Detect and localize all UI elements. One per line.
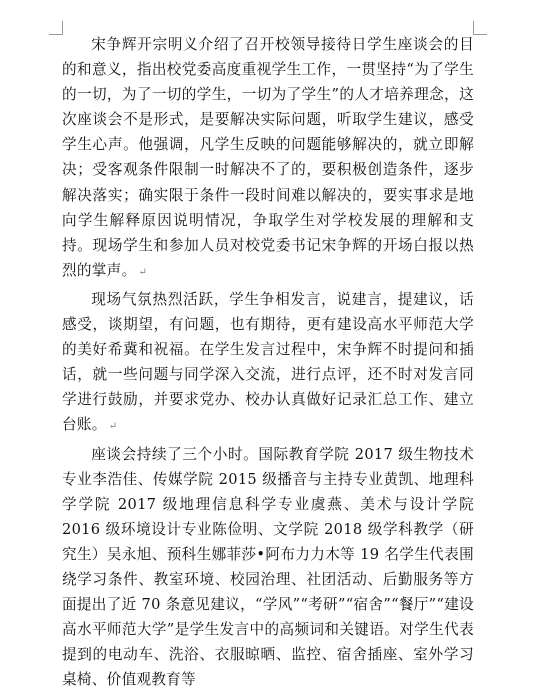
paragraph-2 xyxy=(62,287,474,440)
paragraph-1-text: 宋争辉开宗明义介绍了召开校领导接待日学生座谈会的目的和意义，指出校党委高度重视学生工作，一贯坚持“为了学生的一切，为了一切的学生，一切为了学生”的人才培养理念，这次座谈会不是形式，是要解决实际问题，听取学生建议，感受学生心声。他强调，凡学生反映的问题能够解决的，就立即解决；受客观条件限制一时解决不了的，要积极创造条件，逐步解决落实；确实限于条件一段时间难以解决的，要实事求是地向学生解释原因说明情况，争取学生对学校发展的理解和支持。现场学生和参加人员对校党委书记宋争辉的开场白报以热烈的掌声。 xyxy=(62,36,474,279)
paragraph-3-text: 座谈会持续了三个小时。国际教育学院 2017 级生物技术专业李浩佳、传媒学院 2015 级播音与主持专业黄凯、地理科学学院 2017 级地理信息科学专业虞燕、美术与设计学院 2016 级环境设计专业陈俭明、文学院 2018 级学科教学（研究生）吴永旭、预科生娜菲莎•阿布力力木等 19 名学生代表围绕学习条件、教室环境、校园治理、社团活动、后勤服务等方面提出了近 70 条意见建议，“学风”“考研”“宿舍”“餐厅”“建设高水平师范大学”是学生发言中的高频词和关键语。对学生代表提到的电动车、洗浴、衣服晾晒、监控、宿舍插座、室外学习桌椅、价值观教育等 xyxy=(62,445,474,689)
crop-mark-top-left xyxy=(49,21,63,35)
paragraph-1 xyxy=(62,32,474,285)
crop-mark-top-right xyxy=(473,21,487,35)
paragraph-mark-icon: ↵ xyxy=(108,421,118,433)
paragraph-3 xyxy=(62,442,474,693)
document-body[interactable] xyxy=(62,32,474,694)
paragraph-2-text: 现场气氛热烈活跃，学生争相发言，说建言，提建议，话感受，谈期望，有问题，也有期待，更有建设高水平师范大学的美好希冀和祝福。在学生发言过程中，宋争辉不时提问和插话，就一些问题与同学深入交流，进行点评，还不时对发言同学进行鼓励，并要求党办、校办认真做好记录汇总工作、建立台账。 xyxy=(62,290,474,434)
paragraph-mark-icon: ↵ xyxy=(138,266,148,278)
